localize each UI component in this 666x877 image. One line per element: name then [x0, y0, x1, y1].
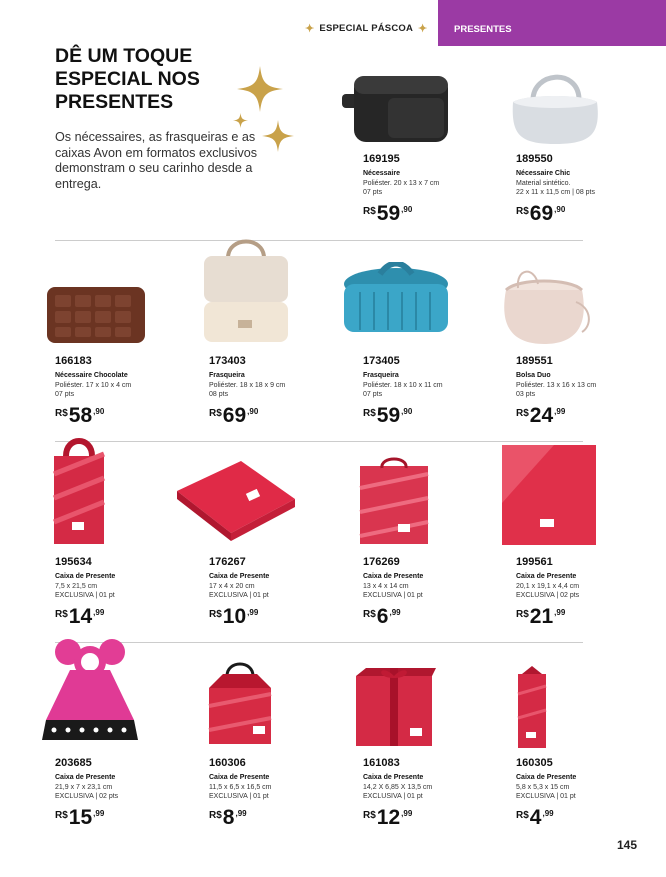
product-points: EXCLUSIVA | 01 pt: [55, 592, 115, 599]
product-card[interactable]: [363, 153, 503, 224]
product-spec: 20,1 x 19,1 x 4,4 cm: [516, 582, 580, 590]
product-spec: Poliéster. 20 x 13 x 7 cm: [363, 179, 440, 187]
product-price: [209, 807, 349, 828]
product-points: 07 pts: [363, 391, 383, 398]
row-divider: [55, 240, 583, 241]
product-card[interactable]: [55, 355, 195, 426]
title-line: DÊ UM TOQUE: [55, 45, 193, 67]
price-decimal: ,99: [247, 607, 259, 617]
product-price: [209, 405, 349, 426]
product-spec: 5,8 x 5,3 x 15 cm: [516, 783, 570, 791]
product-card[interactable]: [55, 556, 195, 627]
gold-sparkle-icon: [233, 113, 248, 128]
price-decimal: ,90: [93, 406, 105, 416]
price-currency: R$: [209, 407, 222, 419]
product-spec: 7,5 x 21,5 cm: [55, 582, 98, 590]
sparkle-icon: ✦: [305, 23, 315, 35]
price-integer: 24: [529, 403, 554, 427]
product-spec: 21,9 x 7 x 23,1 cm: [55, 783, 113, 791]
product-price: [516, 807, 656, 828]
product-price: [363, 203, 503, 224]
price-integer: 59: [376, 403, 401, 427]
red-square-box-image: [500, 443, 598, 547]
product-code: 195634: [55, 556, 92, 568]
product-card[interactable]: [363, 355, 503, 426]
product-card[interactable]: [516, 153, 656, 224]
product-code: 189550: [516, 153, 553, 165]
product-code: 160306: [209, 757, 246, 769]
product-points: EXCLUSIVA | 01 pt: [363, 793, 423, 800]
price-currency: R$: [363, 407, 376, 419]
product-name: Bolsa Duo: [516, 372, 551, 379]
especial-pascoa-tab[interactable]: [305, 22, 427, 35]
red-slim-box-image: [512, 664, 552, 750]
price-decimal: ,90: [401, 406, 413, 416]
product-name: Caixa de Presente: [363, 573, 424, 580]
price-decimal: ,90: [401, 204, 413, 214]
price-integer: 69: [529, 201, 554, 225]
product-card[interactable]: [516, 757, 656, 828]
price-integer: 12: [376, 805, 401, 829]
product-card[interactable]: [209, 556, 349, 627]
product-price: [363, 606, 503, 627]
product-spec: 17 x 4 x 20 cm: [209, 582, 255, 590]
product-code: 173405: [363, 355, 400, 367]
price-currency: R$: [363, 809, 376, 821]
price-integer: 21: [529, 604, 554, 628]
product-spec: Poliéster. 13 x 16 x 13 cm: [516, 381, 597, 389]
price-currency: R$: [516, 608, 529, 620]
product-points: 07 pts: [363, 189, 383, 196]
product-spec: Poliéster. 18 x 18 x 9 cm: [209, 381, 286, 389]
product-price: [516, 405, 656, 426]
product-price: [516, 203, 656, 224]
product-name: Nécessaire Chocolate: [55, 372, 128, 379]
silver-bag-image: [505, 64, 605, 148]
price-decimal: ,99: [542, 808, 554, 818]
product-points: EXCLUSIVA | 01 pt: [209, 592, 269, 599]
product-name: Nécessaire Chic: [516, 170, 571, 177]
price-integer: 14: [68, 604, 93, 628]
product-card[interactable]: [363, 556, 503, 627]
price-currency: R$: [516, 407, 529, 419]
product-card[interactable]: [363, 757, 503, 828]
price-decimal: ,99: [235, 808, 247, 818]
product-name: Caixa de Presente: [209, 573, 270, 580]
product-name: Caixa de Presente: [516, 774, 577, 781]
price-integer: 8: [222, 805, 235, 829]
product-name: Frasqueira: [363, 372, 399, 379]
product-card[interactable]: [516, 355, 656, 426]
product-price: [209, 606, 349, 627]
pink-drawstring-bag-image: [488, 262, 600, 346]
product-code: 161083: [363, 757, 400, 769]
price-currency: R$: [55, 809, 68, 821]
intro-text: Os nécessaires, as frasqueiras e as caixas Avon em formatos exclusivos demonstram o seu carinho desde a entrega.: [55, 130, 258, 191]
presentes-section-tab[interactable]: [438, 0, 666, 46]
beige-train-case-image: [198, 232, 294, 344]
product-points: EXCLUSIVA | 01 pt: [363, 592, 423, 599]
product-code: 176267: [209, 556, 246, 568]
row-divider: [55, 441, 583, 442]
product-name: Caixa de Presente: [516, 573, 577, 580]
price-decimal: ,99: [93, 607, 105, 617]
chocolate-pouch-image: [45, 283, 147, 345]
product-card[interactable]: [516, 556, 656, 627]
red-tall-box-image: [50, 434, 108, 546]
price-integer: 15: [68, 805, 93, 829]
product-code: 173403: [209, 355, 246, 367]
price-currency: R$: [363, 608, 376, 620]
price-integer: 6: [376, 604, 389, 628]
product-name: Frasqueira: [209, 372, 245, 379]
product-name: Caixa de Presente: [209, 774, 270, 781]
product-name: Nécessaire: [363, 170, 400, 177]
red-ribbon-box-image: [352, 664, 436, 748]
price-decimal: ,99: [401, 808, 413, 818]
product-points: 08 pts: [209, 391, 229, 398]
presentes-label: PRESENTES: [454, 24, 512, 35]
product-card[interactable]: [55, 757, 195, 828]
product-code: 189551: [516, 355, 553, 367]
product-price: [363, 405, 503, 426]
price-decimal: ,99: [389, 607, 401, 617]
price-integer: 58: [68, 403, 93, 427]
title-line: ESPECIAL NOS: [55, 68, 200, 90]
product-points: 22 x 11 x 11,5 cm | 08 pts: [516, 189, 595, 196]
especial-pascoa-label: ESPECIAL PÁSCOA: [319, 23, 414, 34]
product-code: 199561: [516, 556, 553, 568]
product-points: EXCLUSIVA | 02 pts: [55, 793, 119, 800]
price-currency: R$: [516, 809, 529, 821]
price-integer: 59: [376, 201, 401, 225]
product-price: [516, 606, 656, 627]
red-flat-box-image: [173, 457, 299, 543]
product-spec: Poliéster. 17 x 10 x 4 cm: [55, 381, 132, 389]
red-bag-box-image: [356, 454, 432, 546]
price-decimal: ,90: [554, 204, 566, 214]
price-integer: 10: [222, 604, 247, 628]
price-currency: R$: [209, 809, 222, 821]
product-card[interactable]: [209, 757, 349, 828]
gold-sparkle-icon: [262, 120, 294, 152]
product-spec: Poliéster. 18 x 10 x 11 cm: [363, 381, 443, 389]
pink-mouse-box-image: [40, 636, 140, 744]
price-decimal: ,99: [554, 406, 566, 416]
price-currency: R$: [363, 205, 376, 217]
product-name: Caixa de Presente: [55, 573, 116, 580]
price-decimal: ,90: [247, 406, 259, 416]
price-integer: 4: [529, 805, 542, 829]
product-price: [55, 606, 195, 627]
product-name: Caixa de Presente: [363, 774, 424, 781]
product-points: EXCLUSIVA | 01 pt: [209, 793, 269, 800]
product-points: 07 pts: [55, 391, 75, 398]
product-code: 169195: [363, 153, 400, 165]
gold-sparkle-icon: [237, 66, 283, 112]
product-spec: 14,2 X 6,85 X 13,5 cm: [363, 783, 433, 791]
title-line: PRESENTES: [55, 91, 174, 113]
product-points: EXCLUSIVA | 01 pt: [516, 793, 576, 800]
product-code: 166183: [55, 355, 92, 367]
product-price: [363, 807, 503, 828]
red-handle-box-image: [205, 658, 275, 746]
price-currency: R$: [516, 205, 529, 217]
price-currency: R$: [55, 608, 68, 620]
price-decimal: ,99: [93, 808, 105, 818]
price-decimal: ,99: [554, 607, 566, 617]
page-number: 145: [617, 838, 638, 852]
product-points: 03 pts: [516, 391, 536, 398]
product-code: 176269: [363, 556, 400, 568]
product-spec: 13 x 4 x 14 cm: [363, 582, 409, 590]
product-spec: Material sintético.: [516, 179, 571, 187]
black-pouch-image: [340, 68, 452, 146]
product-points: EXCLUSIVA | 02 pts: [516, 592, 580, 599]
product-price: [55, 807, 195, 828]
price-integer: 69: [222, 403, 247, 427]
product-code: 203685: [55, 757, 92, 769]
product-code: 160305: [516, 757, 553, 769]
product-name: Caixa de Presente: [55, 774, 116, 781]
page-title: [55, 45, 255, 114]
blue-case-image: [340, 262, 452, 344]
sparkle-icon: ✦: [418, 23, 428, 35]
product-card[interactable]: [209, 355, 349, 426]
price-currency: R$: [55, 407, 68, 419]
product-spec: 11,5 x 6,5 x 16,5 cm: [209, 783, 272, 791]
product-price: [55, 405, 195, 426]
price-currency: R$: [209, 608, 222, 620]
